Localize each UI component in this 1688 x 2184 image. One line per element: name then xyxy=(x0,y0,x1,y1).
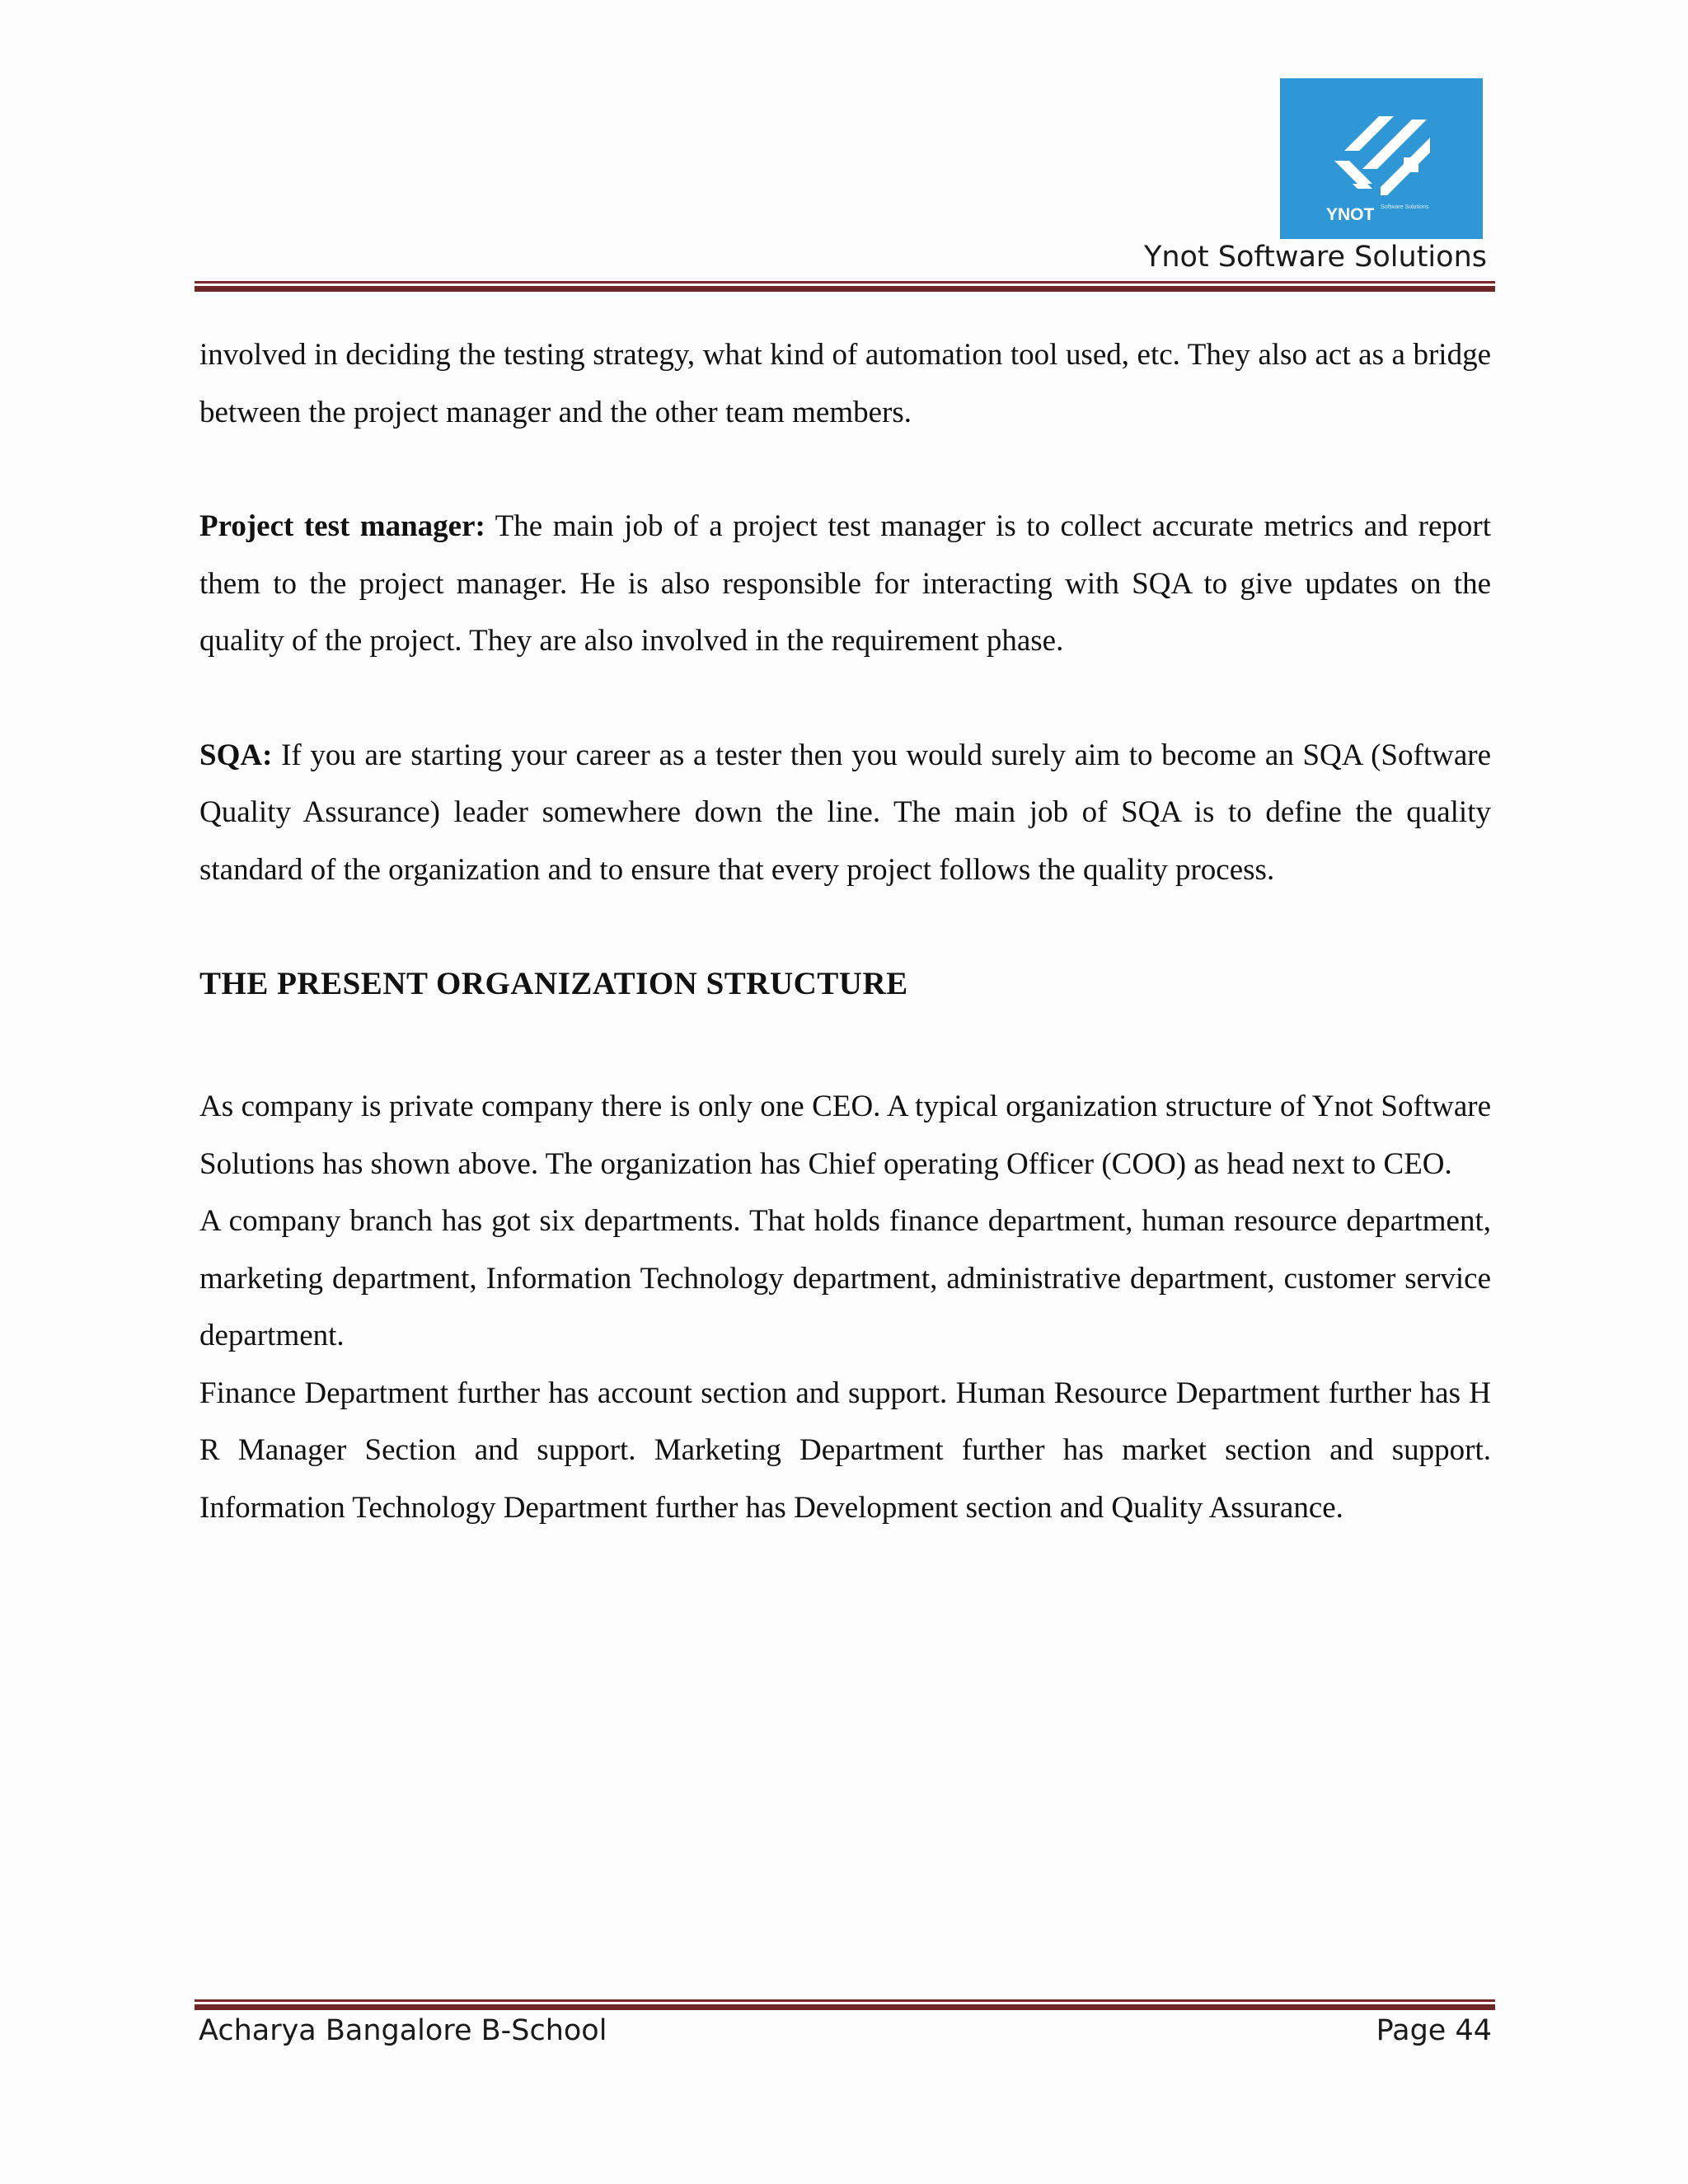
paragraph-text: The main job of a project test manager is to collect accurate metrics and report them to the project manager. He is also responsible for interacting with SQA to give updates on the quality of the project. They are also involved in the requirement phase. xyxy=(199,509,1491,658)
section-heading: THE PRESENT ORGANIZATION STRUCTURE xyxy=(199,966,908,1001)
footer-divider xyxy=(195,1999,1495,2010)
paragraph-departments: A company branch has got six departments. That holds finance department, human resource department, marketing department, Information Technology department, administrative department, customer service department. xyxy=(199,1204,1491,1352)
logo-subtext: Software Solutions xyxy=(1381,204,1429,210)
paragraph-lead: Project test manager: xyxy=(199,509,485,543)
paragraph-text: If you are starting your career as a tester then you would surely aim to become an SQA (Software Quality Assurance) leader somewhere down the line. The main job of SQA is to define the quality standard of the organization and to ensure that every project follows the quality process. xyxy=(199,738,1491,887)
paragraph-lead: SQA: xyxy=(199,738,273,772)
header-title: Ynot Software Solutions xyxy=(1143,241,1487,274)
footer-page-number: Page 44 xyxy=(1376,2014,1492,2047)
paragraph-department-sections: Finance Department further has account section and support. Human Resource Department further has H R Manager Section and support. Marketing Department further has market section and support. Information Technology Department further has Development section and Quality Assurance. xyxy=(199,1376,1491,1525)
paragraph-project-test-manager xyxy=(199,498,1491,670)
footer-school-name: Acharya Bangalore B-School xyxy=(199,2014,607,2047)
ynot-logo-mark-icon xyxy=(1280,78,1483,239)
header-divider xyxy=(195,281,1495,292)
logo-wordmark: YNOT xyxy=(1326,205,1375,224)
paragraph-organization: As company is private company there is only one CEO. A typical organization structure of Ynot Software Solutions has shown above. The organization has Chief operating Officer (COO) as head next to CEO. xyxy=(199,1090,1491,1181)
company-logo xyxy=(1280,78,1483,239)
paragraph-sqa xyxy=(199,727,1491,899)
paragraph-intro: involved in deciding the testing strategy, what kind of automation tool used, etc. They also act as a bridge between the project manager and the other team members. xyxy=(199,338,1491,429)
main-content xyxy=(199,326,1491,1536)
